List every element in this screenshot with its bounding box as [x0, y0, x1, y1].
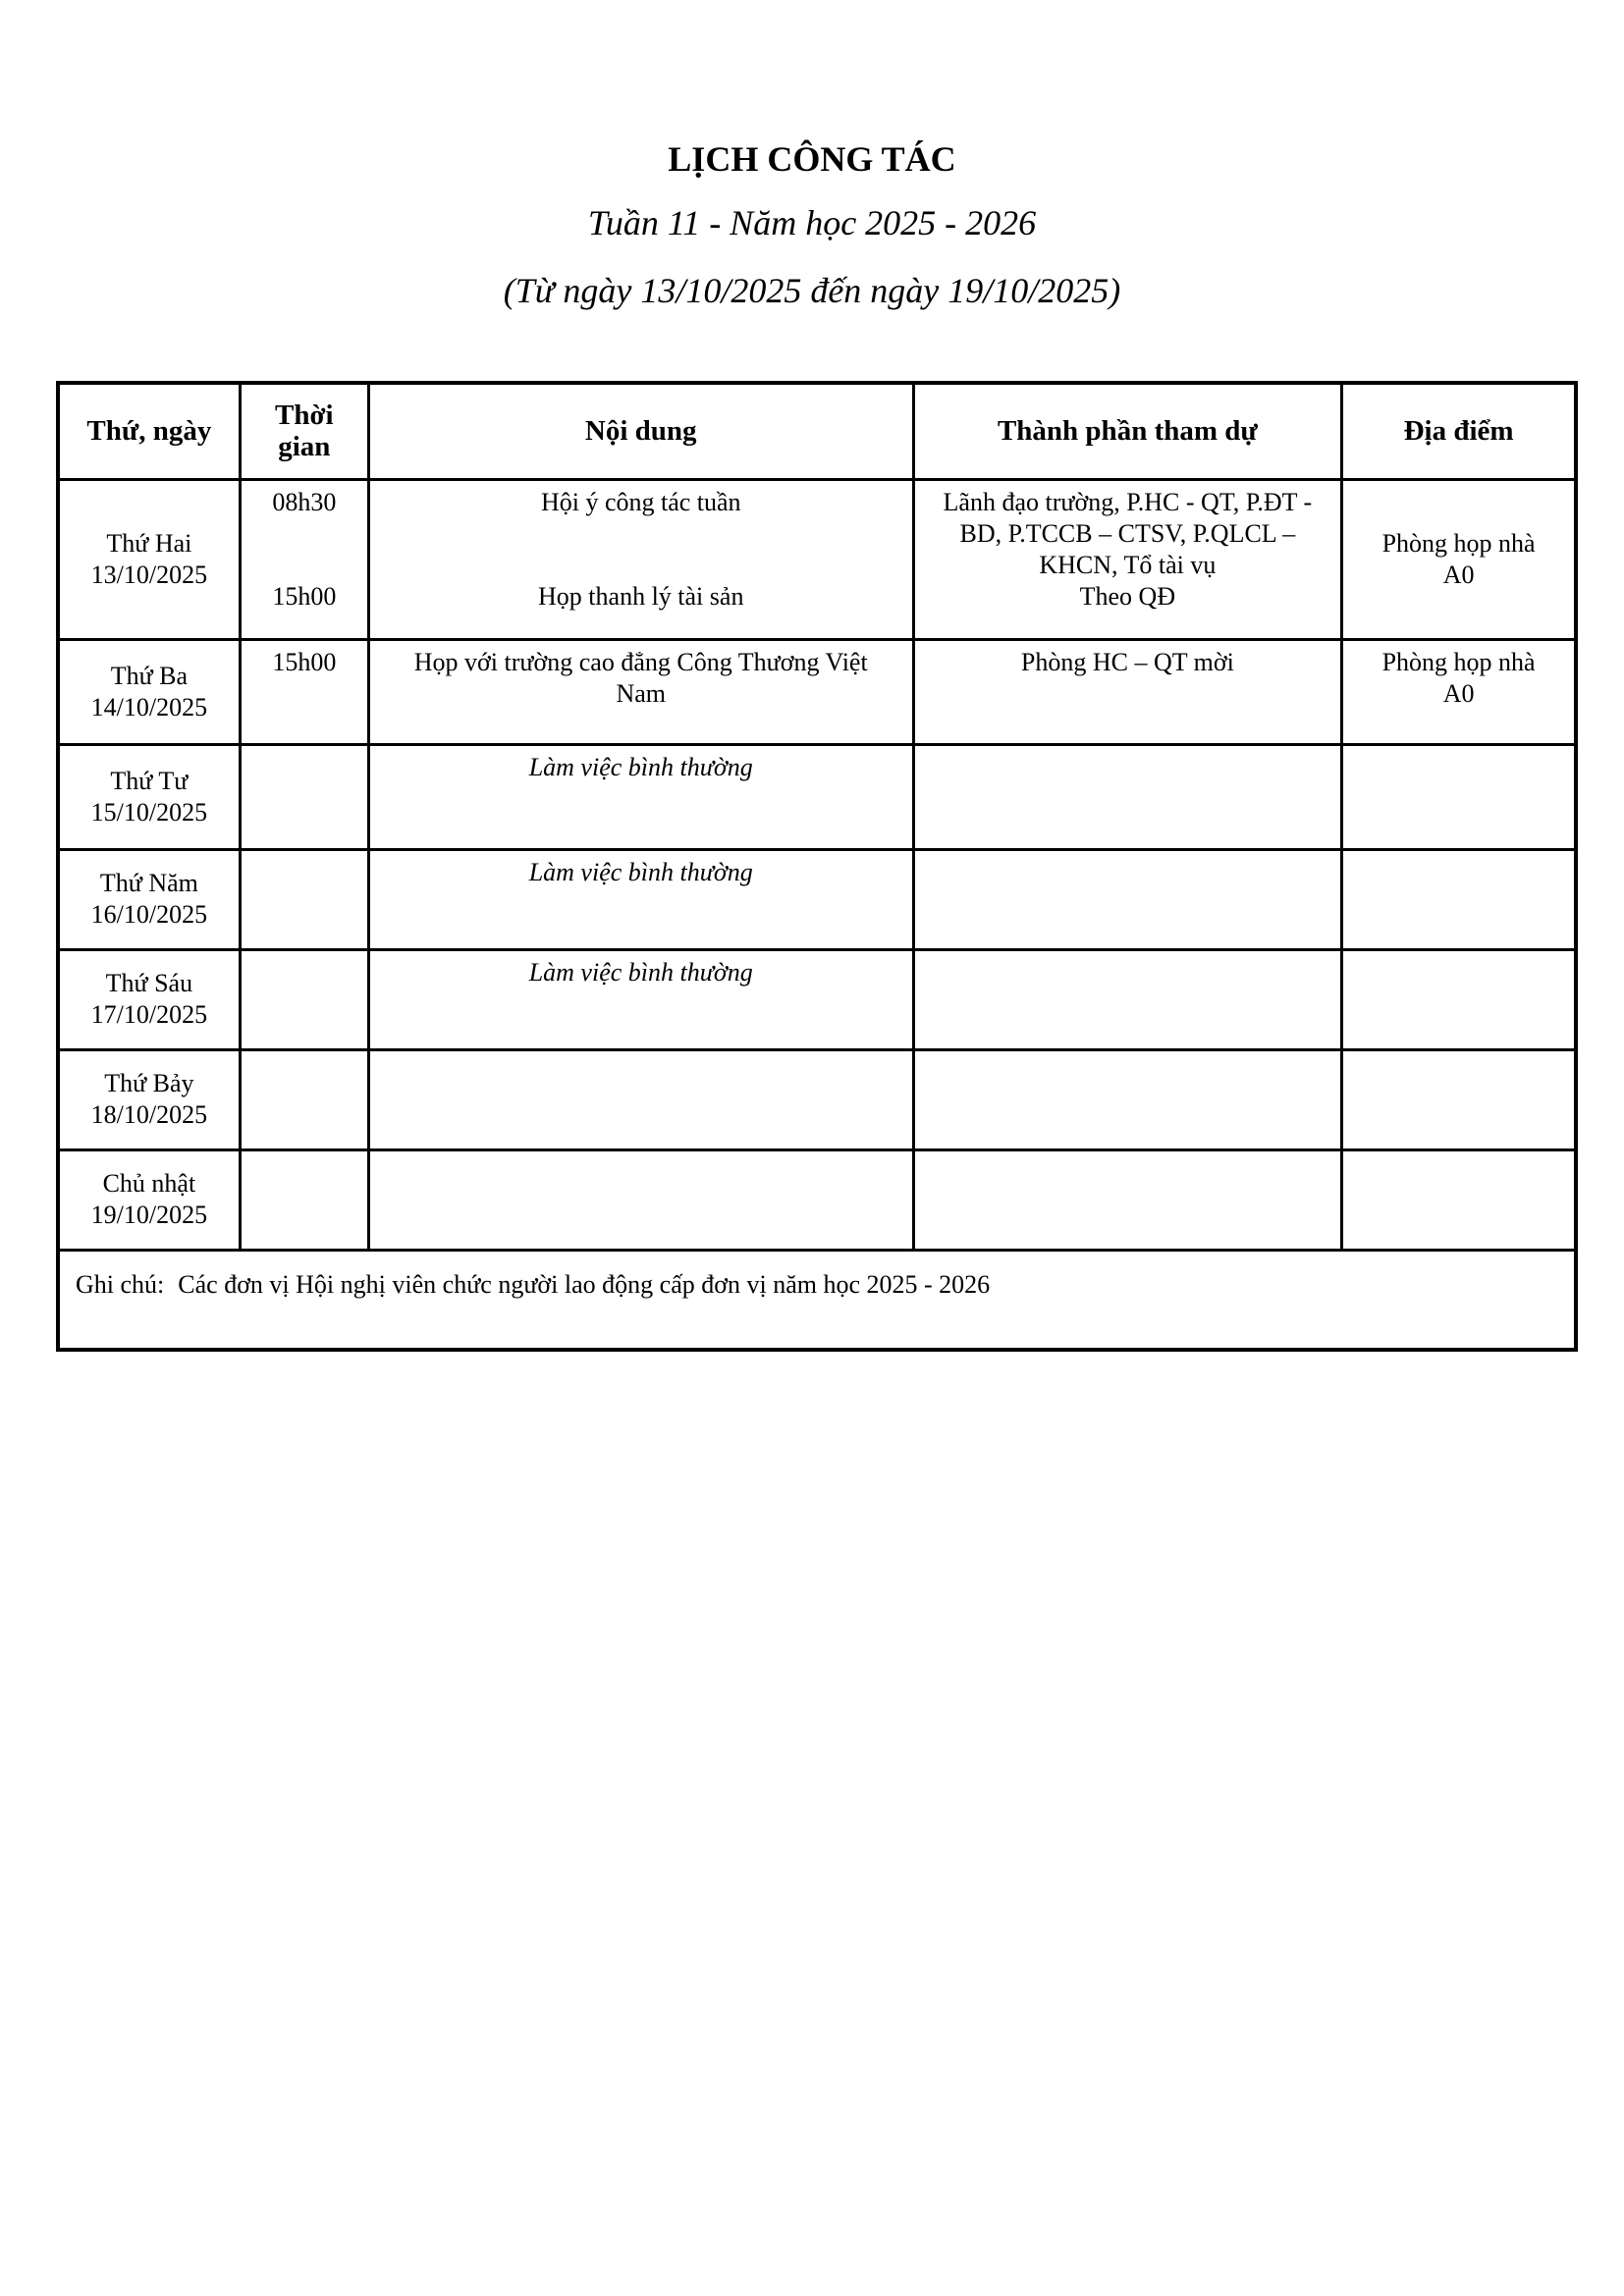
content-cell: Làm việc bình thường	[368, 949, 913, 1049]
day-name: Thứ Bảy	[104, 1069, 194, 1097]
participants-cell	[913, 1049, 1342, 1149]
day-date: 17/10/2025	[90, 1000, 208, 1029]
location-cell	[1342, 849, 1576, 949]
day-cell	[58, 1049, 240, 1149]
day-name: Thứ Ba	[110, 661, 189, 690]
day-cell	[58, 479, 240, 639]
day-name: Thứ Sáu	[105, 969, 193, 997]
col-header-location: Địa điểm	[1342, 383, 1576, 479]
location-cell	[1342, 744, 1576, 849]
table-header-row	[58, 383, 1576, 479]
day-date: 13/10/2025	[90, 560, 208, 589]
col-header-content: Nội dung	[368, 383, 913, 479]
day-date: 19/10/2025	[90, 1201, 208, 1229]
note-cell	[58, 1250, 1576, 1350]
participants-text: Theo QĐ	[1079, 581, 1176, 611]
location-cell	[1342, 1049, 1576, 1149]
day-cell	[58, 849, 240, 949]
day-name: Thứ Tư	[110, 766, 189, 795]
content-text: Họp thanh lý tài sản	[538, 581, 744, 611]
day-name: Chủ nhật	[102, 1169, 196, 1198]
day-cell	[58, 1149, 240, 1250]
content-cell: Họp với trường cao đẳng Công Thương Việt Nam	[368, 639, 913, 744]
day-cell	[58, 639, 240, 744]
note-row	[58, 1250, 1576, 1350]
time-cell	[240, 949, 368, 1049]
schedule-table	[56, 381, 1578, 1352]
participants-text: Lãnh đạo trường, P.HC - QT, P.ĐT - BD, P.TCCB – CTSV, P.QLCL – KHCN, Tổ tài vụ	[943, 487, 1313, 579]
day-name: Thứ Hai	[106, 528, 192, 558]
day-cell	[58, 744, 240, 849]
location-cell	[1342, 1149, 1576, 1250]
content-cell	[368, 1149, 913, 1250]
date-range: (Từ ngày 13/10/2025 đến ngày 19/10/2025)	[503, 271, 1121, 310]
participants-cell	[913, 744, 1342, 849]
table-row	[58, 479, 1576, 639]
location-cell	[1342, 949, 1576, 1049]
table-row	[58, 1049, 1576, 1149]
content-cell	[368, 479, 913, 639]
col-header-participants: Thành phần tham dự	[913, 383, 1342, 479]
table-row	[58, 849, 1576, 949]
participants-cell	[913, 479, 1342, 639]
time-cell	[240, 1149, 368, 1250]
spacer	[245, 518, 363, 581]
content-cell: Làm việc bình thường	[368, 744, 913, 849]
day-date: 16/10/2025	[90, 900, 208, 929]
day-name: Thứ Năm	[99, 869, 198, 897]
day-date: 18/10/2025	[90, 1100, 208, 1129]
day-cell	[58, 949, 240, 1049]
location-cell: Phòng họp nhà A0	[1342, 639, 1576, 744]
participants-cell: Phòng HC – QT mời	[913, 639, 1342, 744]
table-row	[58, 639, 1576, 744]
col-header-time: Thời gian	[240, 383, 368, 479]
spacer	[374, 518, 908, 581]
note-label: Ghi chú:	[76, 1269, 165, 1299]
time-cell	[240, 744, 368, 849]
time-cell	[240, 479, 368, 639]
day-date: 14/10/2025	[90, 692, 208, 721]
table-row	[58, 949, 1576, 1049]
table-row	[58, 744, 1576, 849]
participants-cell	[913, 849, 1342, 949]
time-value: 15h00	[272, 581, 337, 611]
participants-cell	[913, 949, 1342, 1049]
note-text: Các đơn vị Hội nghị viên chức người lao động cấp đơn vị năm học 2025 - 2026	[178, 1269, 991, 1299]
participants-cell	[913, 1149, 1342, 1250]
page-title: LỊCH CÔNG TÁC	[668, 139, 956, 179]
time-value: 08h30	[272, 487, 337, 516]
location-cell: Phòng họp nhà A0	[1342, 479, 1576, 639]
day-date: 15/10/2025	[90, 797, 208, 827]
table-row	[58, 1149, 1576, 1250]
content-cell: Làm việc bình thường	[368, 849, 913, 949]
time-cell	[240, 1049, 368, 1149]
content-text: Hội ý công tác tuần	[540, 487, 741, 516]
time-cell	[240, 849, 368, 949]
week-subtitle: Tuần 11 - Năm học 2025 - 2026	[587, 203, 1037, 242]
content-cell	[368, 1049, 913, 1149]
time-cell: 15h00	[240, 639, 368, 744]
col-header-day: Thứ, ngày	[58, 383, 240, 479]
